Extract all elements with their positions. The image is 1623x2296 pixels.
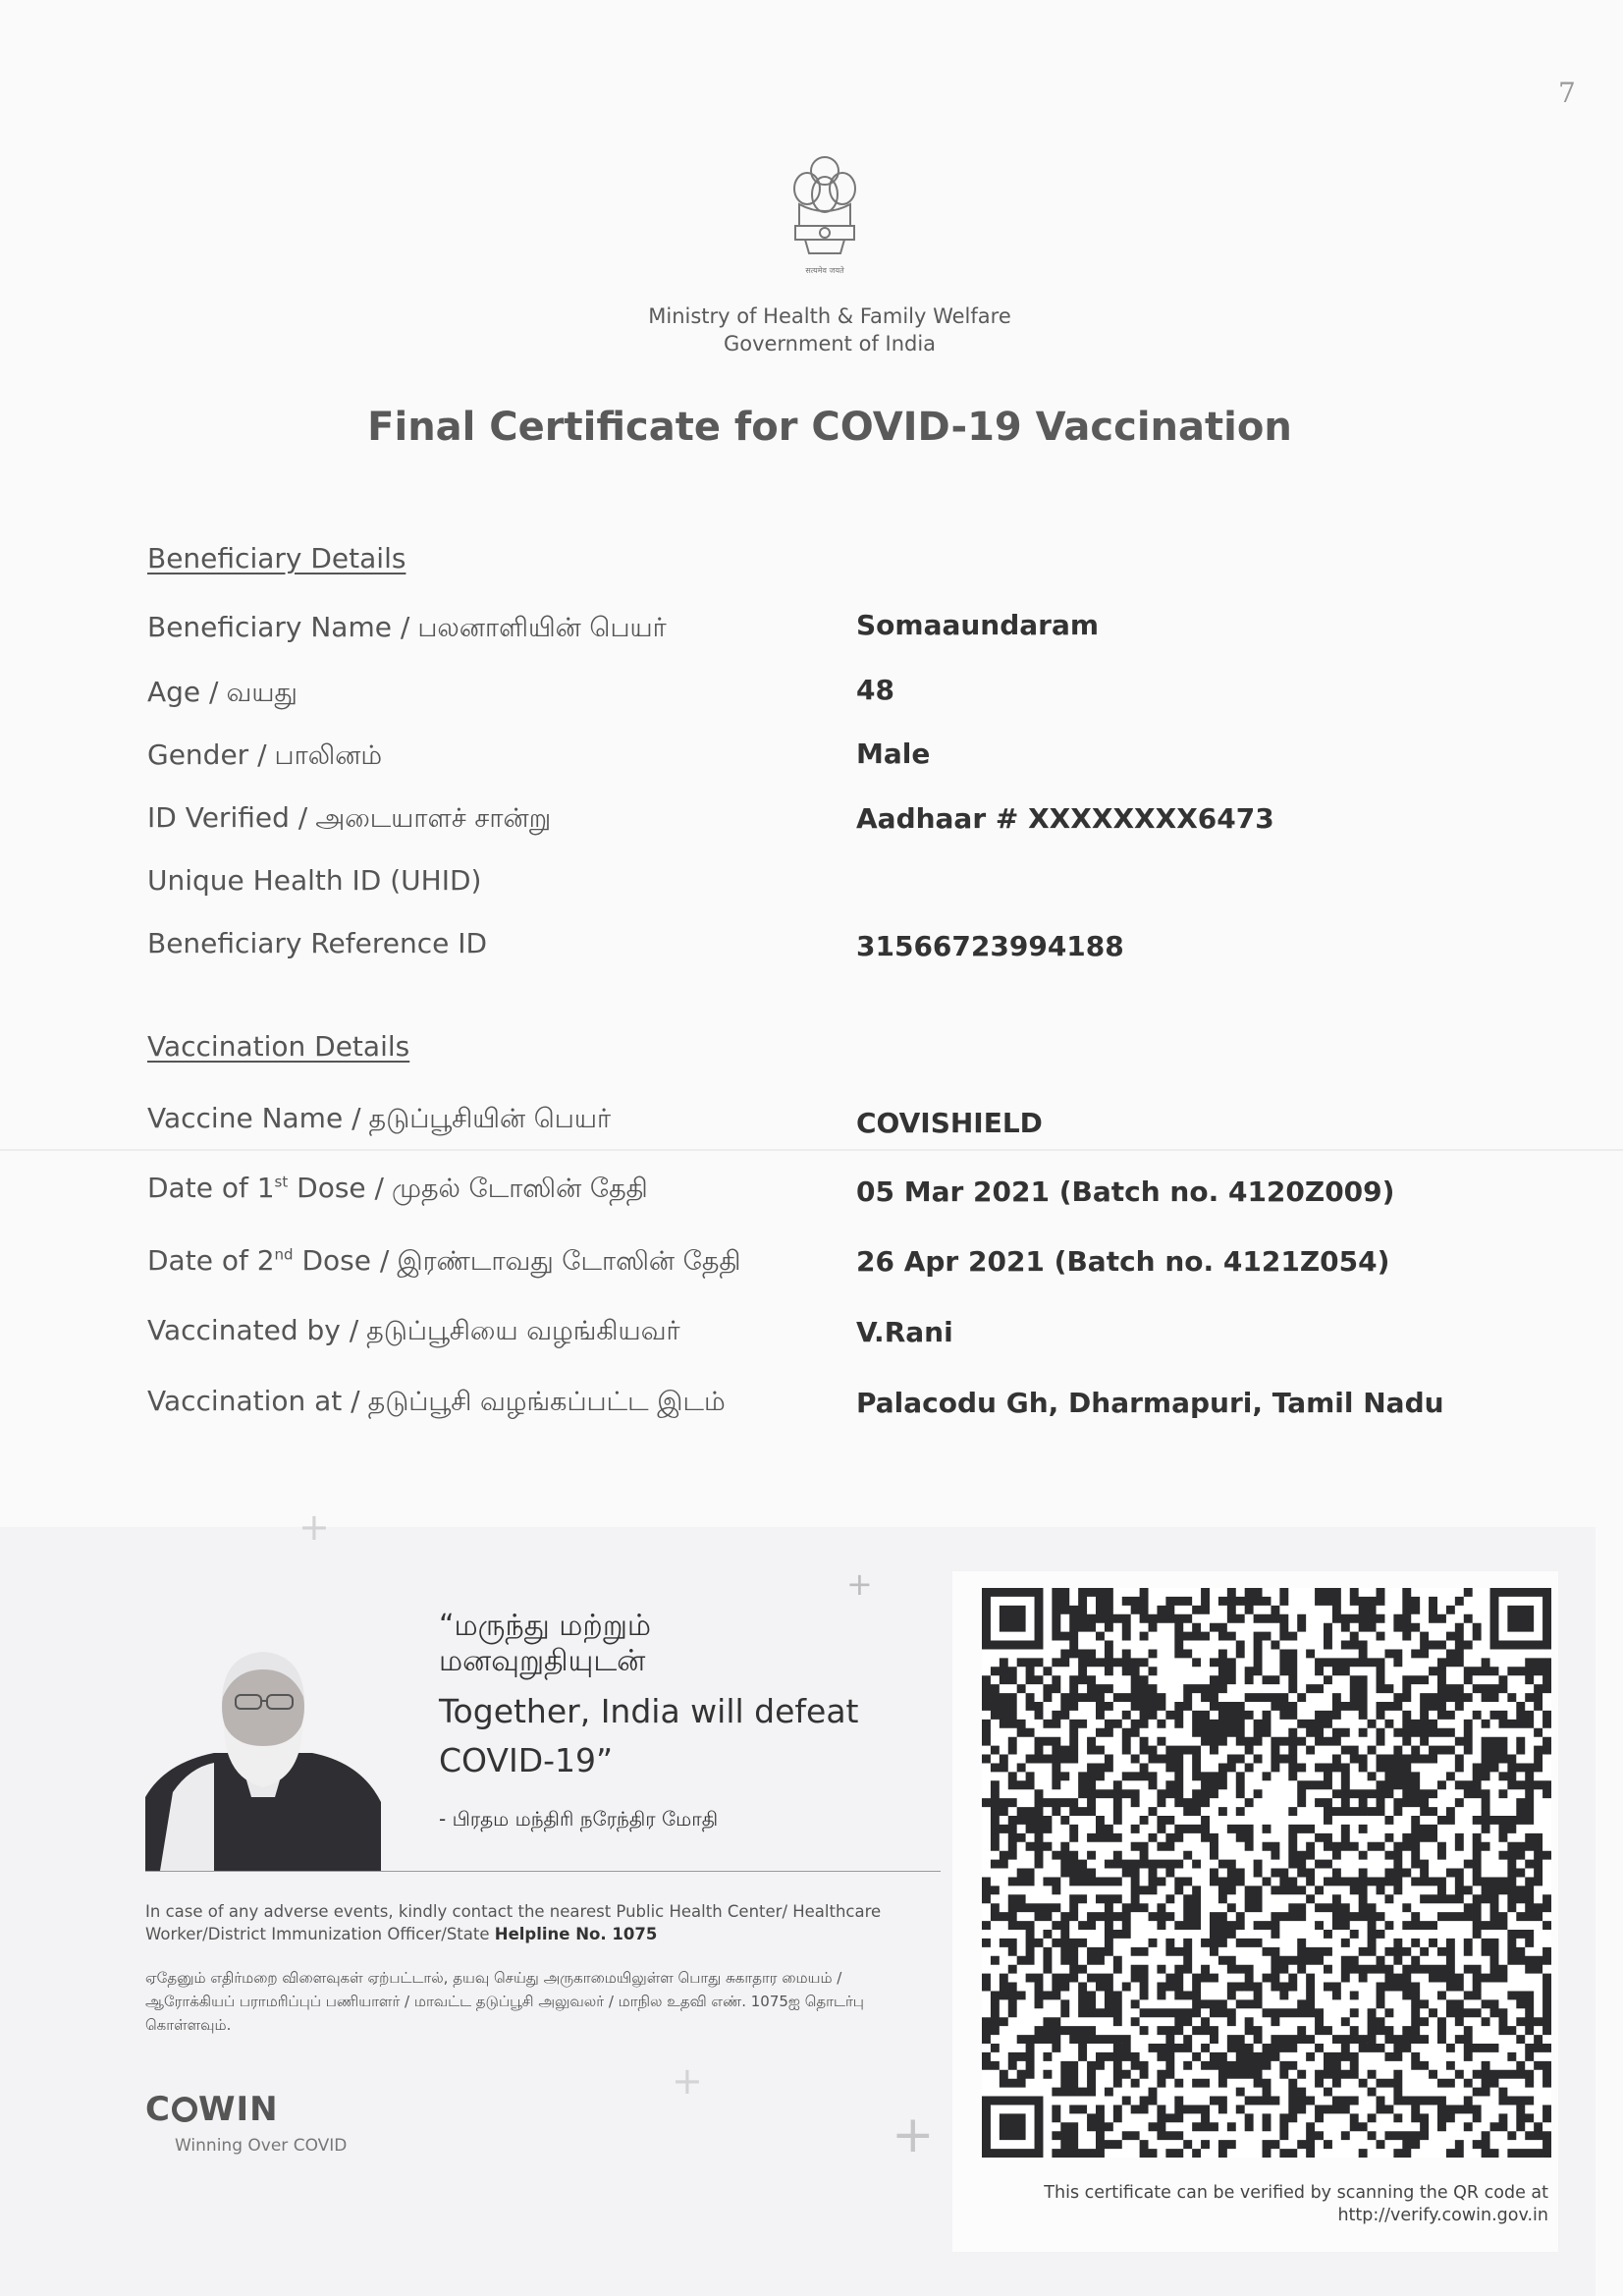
- plus-decoration-icon: +: [892, 2105, 935, 2164]
- adverse-events-notice-english: In case of any adverse events, kindly contact the nearest Public Health Center/ Healthcare Worker/District Immunization Officer/State Helpline No. 1075: [145, 1902, 882, 1943]
- beneficiary-reference-value: 31566723994188: [856, 930, 1124, 962]
- vaccine-name-label: Vaccine Name / தடுப்பூசியின் பெயர்: [147, 1102, 612, 1134]
- age-label: Age / வயது: [147, 676, 298, 708]
- cowin-logo: C WIN: [145, 2090, 279, 2129]
- id-verified-value: Aadhaar # XXXXXXXX6473: [856, 802, 1274, 835]
- age-value: 48: [856, 674, 894, 706]
- prime-minister-photo: [145, 1630, 381, 1871]
- paper-fold-line: [0, 1149, 1623, 1151]
- verification-qr-code: [982, 1588, 1551, 2158]
- plus-decoration-icon: +: [672, 2059, 703, 2103]
- divider: [145, 1871, 941, 1872]
- pencil-mark: 7: [1558, 77, 1576, 109]
- dose2-date-value: 26 Apr 2021 (Batch no. 4121Z054): [856, 1245, 1390, 1278]
- verification-url[interactable]: http://verify.cowin.gov.in: [1337, 2206, 1548, 2225]
- dose2-date-label: Date of 2nd Dose / இரண்டாவது டோஸின் தேதி: [147, 1244, 741, 1277]
- quote-english: Together, India will defeat COVID-19”: [439, 1692, 859, 1779]
- id-verified-label: ID Verified / அடையாளச் சான்று: [147, 801, 552, 834]
- cowin-logo-ring-icon: [172, 2097, 197, 2122]
- plus-decoration-icon: +: [846, 1565, 873, 1603]
- beneficiary-name-label: Beneficiary Name / பலனாளியின் பெயர்: [147, 611, 667, 643]
- vaccination-at-value: Palacodu Gh, Dharmapuri, Tamil Nadu: [856, 1387, 1444, 1419]
- dose1-date-label: Date of 1st Dose / முதல் டோஸின் தேதி: [147, 1172, 648, 1204]
- adverse-events-notice-tamil: ஏதேனும் எதிர்மறை விளைவுகள் ஏற்பட்டால், தயவு செய்து அருகாமையிலுள்ள பொது சுகாதார மையம் / ஆரோக்கியப் பராமரிப்புப் பணியாளர் / மாவட்ட தடுப்பூசி அலுவலர் / மாநில உதவி எண். 1075ஐ தொடர்பு கொள்ளவும்.: [145, 1969, 864, 2034]
- cowin-tagline: Winning Over COVID: [175, 2136, 348, 2156]
- verification-note: This certificate can be verified by scanning the QR code at http://verify.cowin.gov.in: [957, 2182, 1548, 2227]
- emblem-motto: सत्यमेव जयते: [805, 266, 844, 275]
- national-emblem-icon: [785, 147, 864, 285]
- certificate-title: Final Certificate for COVID-19 Vaccination: [367, 405, 1292, 450]
- beneficiary-details-heading: Beneficiary Details: [147, 542, 406, 574]
- vaccination-at-label: Vaccination at / தடுப்பூசி வழங்கப்பட்ட இடம்: [147, 1385, 726, 1417]
- vaccinated-by-label: Vaccinated by / தடுப்பூசியை வழங்கியவர்: [147, 1314, 680, 1346]
- vaccinated-by-value: V.Rani: [856, 1316, 953, 1348]
- dose1-date-value: 05 Mar 2021 (Batch no. 4120Z009): [856, 1175, 1395, 1208]
- beneficiary-name-value: Somaaundaram: [856, 609, 1100, 641]
- vaccine-name-value: COVISHIELD: [856, 1107, 1043, 1139]
- quote-attribution: - பிரதம மந்திரி நரேந்திர மோதி: [439, 1807, 719, 1831]
- qr-modules: [982, 1588, 1551, 2158]
- plus-decoration-icon: +: [298, 1505, 330, 1549]
- gender-value: Male: [856, 738, 931, 770]
- uhid-label: Unique Health ID (UHID): [147, 864, 482, 897]
- vaccination-details-heading: Vaccination Details: [147, 1030, 410, 1063]
- beneficiary-reference-label: Beneficiary Reference ID: [147, 927, 488, 959]
- ministry-name: Ministry of Health & Family Welfare: [648, 304, 1011, 328]
- quote-tamil: “மருந்து மற்றும் மனவுறுதியுடன்: [439, 1609, 652, 1678]
- gender-label: Gender / பாலினம்: [147, 738, 383, 771]
- government-name: Government of India: [723, 332, 937, 355]
- ministry-heading: [0, 302, 1623, 357]
